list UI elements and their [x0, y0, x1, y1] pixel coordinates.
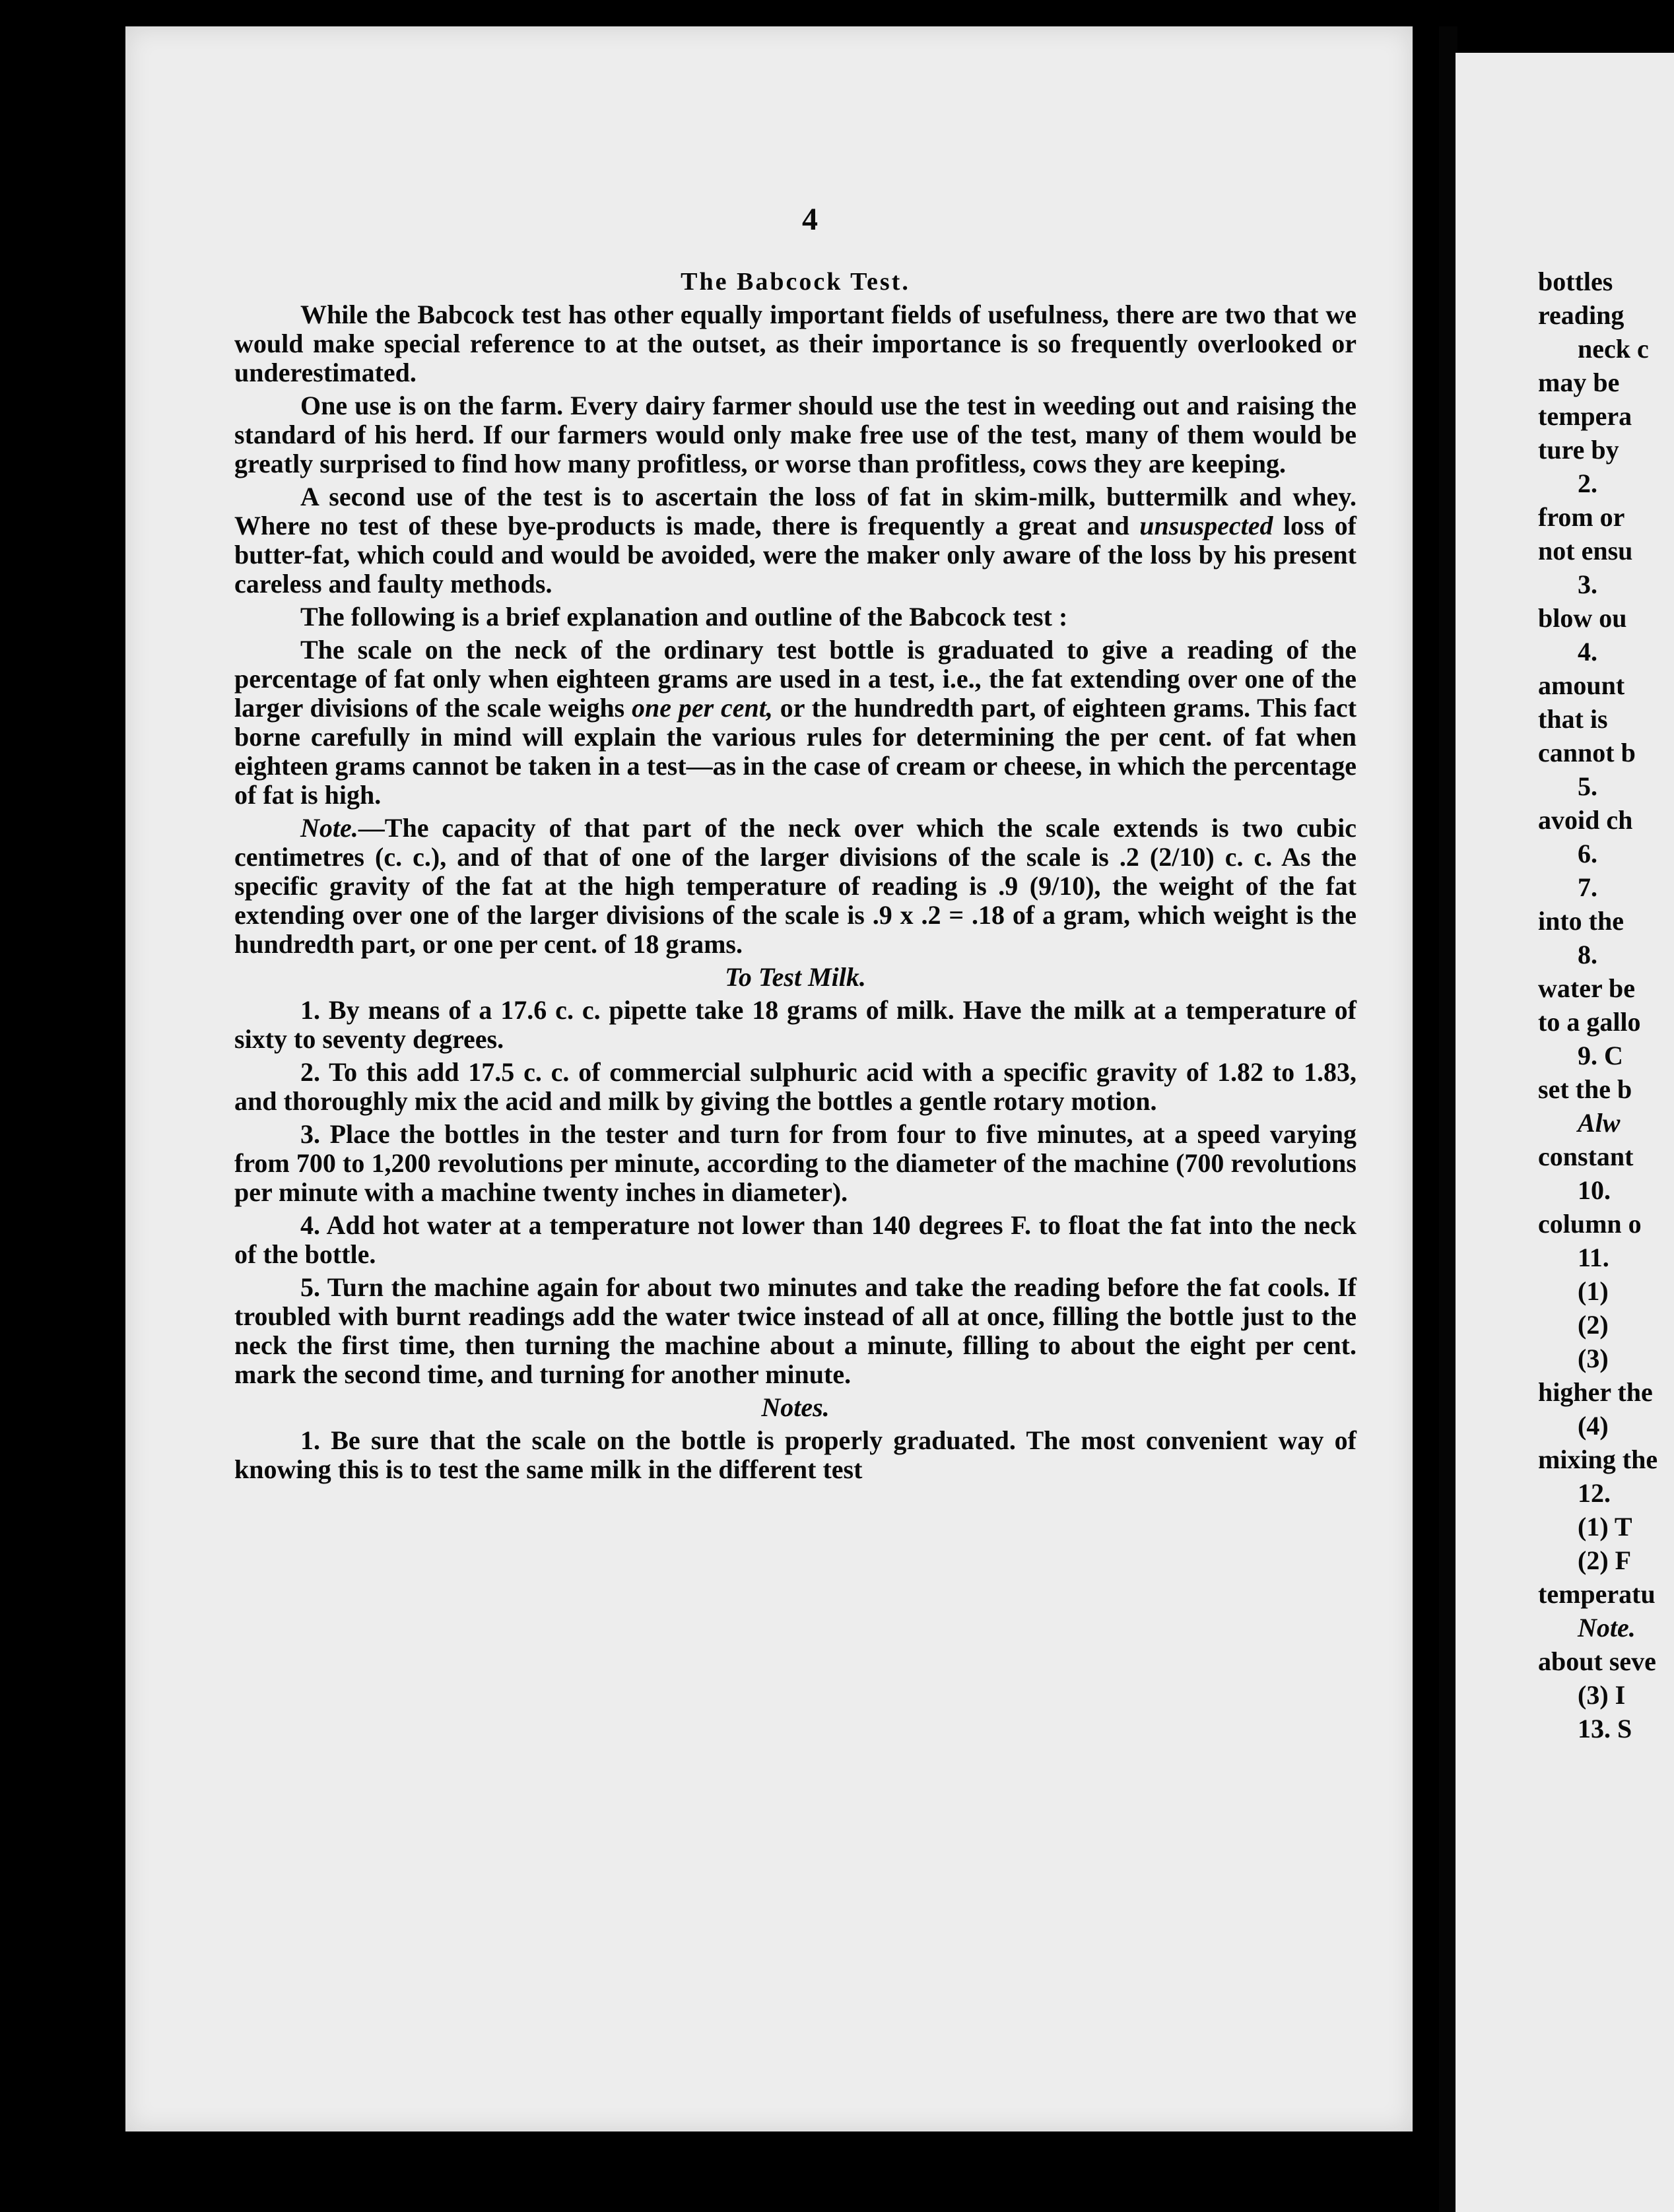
right-line: 5.: [1578, 771, 1597, 801]
right-line: neck c: [1578, 334, 1649, 364]
paragraph-scale: [234, 635, 1356, 810]
paragraph-intro: While the Babcock test has other equally important fields of usefulness, there are two that we would make special reference to at the outset, as their importance is so frequently overlooked or underestimated.: [234, 300, 1356, 387]
right-line: (2) F: [1578, 1545, 1632, 1575]
right-line: (4): [1578, 1411, 1609, 1441]
right-line: 8.: [1578, 940, 1597, 969]
text-run: or the hundredth part, of eighteen grams. This fact borne carefully in mind will explain the various rules for determining the per cent. of fat when eighteen grams cannot be taken in a test—as in the case of cream or cheese, in which the percentage of fat is high.: [234, 693, 1357, 810]
right-line: constant: [1538, 1142, 1634, 1171]
note-text: —The capacity of that part of the neck over which the scale extends is two cubic centimetres (c. c.), and of that of one of the larger divisions of the scale is .2 (2/10) c. c. As the specific gravity of the fat at the high temperature of reading is .9 (9/10), the weight of the fat extending over one of the larger divisions of the scale is .9 x .2 = .18 of a gram, which weight is the hundredth part, or one per cent. of 18 grams.: [234, 813, 1356, 959]
right-line: to a gallo: [1538, 1007, 1641, 1037]
right-line: (1) T: [1578, 1512, 1632, 1542]
text-run: The scale on the neck of the ordinary test bottle is graduated to give a reading of the percentage of fat only when eighteen grams are used in a test, i.e., the fat extending over one of the larger divisions of the scale weighs: [234, 635, 1356, 723]
right-line: tempera: [1538, 401, 1632, 431]
step-item: 3. Place the bottles in the tester and turn for from four to five minutes, at a speed varying from 700 to 1,200 revolutions per minute, according to the diameter of the machine (700 revolutions per minute with a machine twenty inches in diameter).: [234, 1119, 1356, 1207]
italic-text: one per cent,: [632, 693, 773, 723]
right-line: about seve: [1538, 1646, 1656, 1676]
step-item: 4. Add hot water at a temperature not lower than 140 degrees F. to float the fat into the neck of the bottle.: [234, 1210, 1356, 1269]
right-line: 9. C: [1578, 1041, 1623, 1070]
paragraph-farm-use: One use is on the farm. Every dairy farmer should use the test in weeding out and raising the standard of his herd. If our farmers would only make free use of the test, many of them would be greatly surprised to find how many profitless, or worse than profitless, cows they are keeping.: [234, 391, 1356, 478]
right-page-text: [1538, 267, 1674, 1748]
right-line: higher the: [1538, 1377, 1653, 1407]
right-line: 12.: [1578, 1478, 1611, 1508]
right-line: temperatu: [1538, 1579, 1656, 1609]
italic-text: unsuspected: [1139, 511, 1273, 540]
subheading-notes: Notes.: [761, 1392, 830, 1422]
right-line: reading: [1538, 300, 1624, 330]
note-paragraph: [234, 814, 1356, 959]
main-text-column: [234, 267, 1356, 1488]
step-item: 2. To this add 17.5 c. c. of commercial sulphuric acid with a specific gravity of 1.82 to 1.83, and thoroughly mix the acid and milk by giving the bottles a gentle rotary motion.: [234, 1057, 1356, 1116]
right-line: (3): [1578, 1344, 1609, 1373]
right-line: that is: [1538, 704, 1608, 734]
right-line: Alw: [1578, 1108, 1621, 1138]
right-line: 3.: [1578, 569, 1597, 599]
right-line: (1): [1578, 1276, 1609, 1306]
right-line: blow ou: [1538, 603, 1627, 633]
section-heading: The Babcock Test.: [681, 268, 910, 296]
right-line: 7.: [1578, 872, 1597, 902]
note-item: 1. Be sure that the scale on the bottle is properly graduated. The most convenient way of knowing this is to test the same milk in the different test: [234, 1425, 1356, 1484]
right-line: 2.: [1578, 469, 1597, 498]
right-line: not ensu: [1538, 536, 1633, 566]
right-line: amount: [1538, 670, 1625, 700]
text-run: loss of butter-fat, which could and would be avoided, were the maker only aware of the loss by his present careless and faulty methods.: [234, 511, 1356, 599]
right-line: may be: [1538, 368, 1620, 397]
note-label: Note.: [300, 813, 358, 843]
right-line: set the b: [1538, 1074, 1632, 1104]
right-line: 6.: [1578, 839, 1597, 868]
right-line: 11.: [1578, 1243, 1609, 1272]
right-line: Note.: [1578, 1613, 1636, 1643]
page-number: 4: [802, 202, 818, 237]
right-line: (2): [1578, 1310, 1609, 1340]
right-line: into the: [1538, 906, 1624, 936]
step-item: 1. By means of a 17.6 c. c. pipette take 18 grams of milk. Have the milk at a temperature of sixty to seventy degrees.: [234, 995, 1356, 1054]
text-run: A second use of the test is to ascertain the loss of fat in skim-milk, buttermilk and whey. Where no test of these bye-products is made, there is frequently a great and: [234, 482, 1356, 540]
right-line: water be: [1538, 973, 1635, 1003]
right-line: mixing the: [1538, 1445, 1658, 1474]
right-line: avoid ch: [1538, 805, 1633, 835]
paragraph-explanation: The following is a brief explanation and outline of the Babcock test :: [300, 602, 1068, 632]
paragraph-second-use: [234, 482, 1356, 599]
right-line: cannot b: [1538, 738, 1636, 767]
step-item: 5. Turn the machine again for about two minutes and take the reading before the fat cools. If troubled with burnt readings add the water twice instead of all at once, filling the bottle just to the neck the first time, then turning the machine about a minute, filling to about the eight per cent. mark the second time, and turning for another minute.: [234, 1272, 1356, 1389]
subheading-test-milk: To Test Milk.: [725, 962, 866, 992]
right-line: (3) I: [1578, 1680, 1626, 1710]
right-line: ture by: [1538, 435, 1619, 465]
right-line: bottles: [1538, 267, 1613, 296]
book-gutter: [1439, 26, 1457, 2212]
right-line: 10.: [1578, 1175, 1611, 1205]
right-line: from or: [1538, 502, 1625, 532]
right-line: 13. S: [1578, 1714, 1632, 1743]
right-line: 4.: [1578, 637, 1597, 667]
right-line: column o: [1538, 1209, 1642, 1239]
